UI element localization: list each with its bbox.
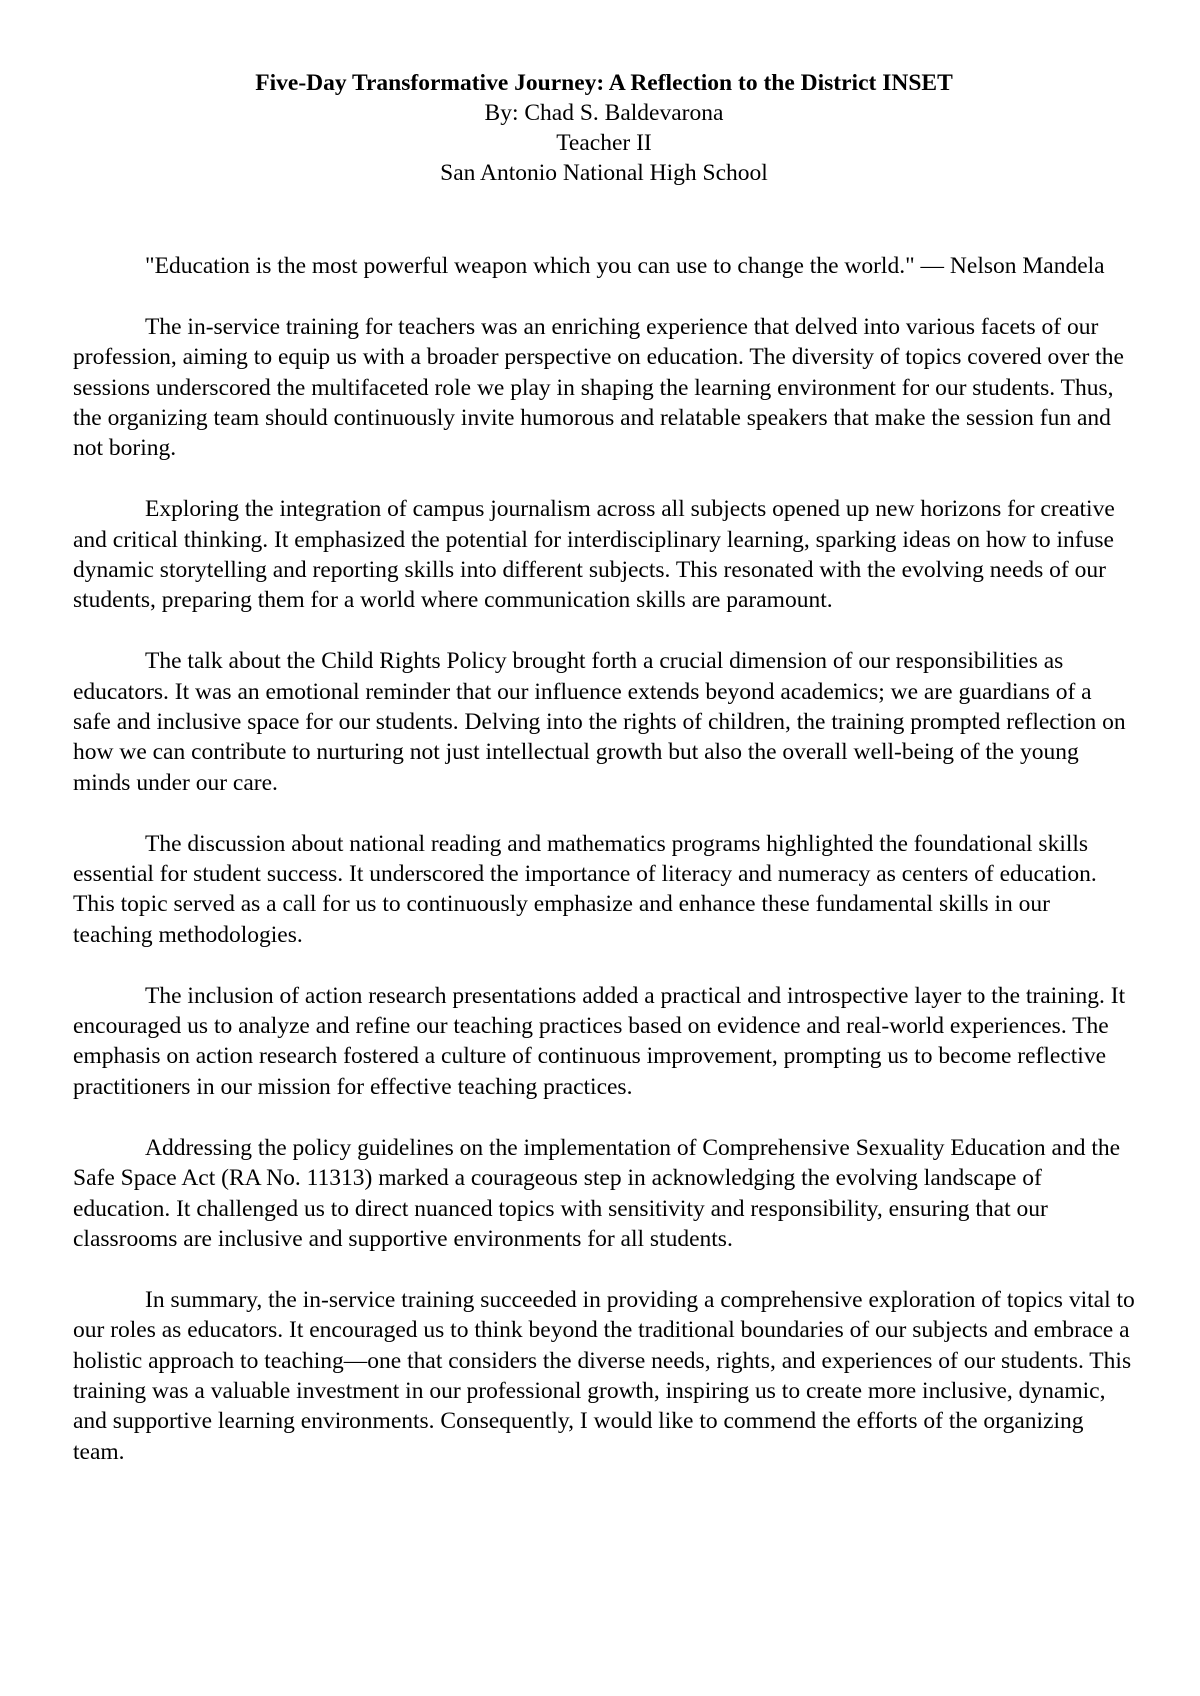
paragraph-cse-safe-space: Addressing the policy guidelines on the implementation of Comprehensive Sexuality Education and the Safe Space Act (RA No. 11313) marked a courageous step in acknowledging the evolving landscape of education. It challenged us to direct nuanced topics with sensitivity and responsibility, ensuring that our classrooms are inclusive and supportive environments for all students.: [73, 1134, 1121, 1252]
school-name: San Antonio National High School: [440, 160, 768, 186]
document-title: Five-Day Transformative Journey: A Reflection to the District INSET: [255, 70, 953, 96]
opening-quote: "Education is the most powerful weapon which you can use to change the world." — Nelson Mandela: [145, 253, 1105, 279]
paragraph-reading-math: The discussion about national reading and mathematics programs highlighted the foundational skills essential for student success. It underscored the importance of literacy and numeracy as centers of education. This topic served as a call for us to continuously emphasize and enhance these fundamental skills in our teaching methodologies.: [73, 830, 1097, 948]
author-position: Teacher II: [556, 130, 652, 156]
paragraph-campus-journalism: Exploring the integration of campus journalism across all subjects opened up new horizons for creative and critical thinking. It emphasized the potential for interdisciplinary learning, sparking ideas on how to infuse dynamic storytelling and reporting skills into different subjects. This resonated with the evolving needs of our students, preparing them for a world where communication skills are paramount.: [73, 496, 1115, 614]
header-spacer: [73, 188, 1135, 251]
paragraph-intro: The in-service training for teachers was an enriching experience that delved into various facets of our profession, aiming to equip us with a broader perspective on education. The diversity of topics covered over the sessions underscored the multifaceted role we play in shaping the learning environment for our students. Thus, the organizing team should continuously invite humorous and relatable speakers that make the session fun and not boring.: [73, 313, 1124, 462]
paragraph-summary: In summary, the in-service training succeeded in providing a comprehensive exploration of topics vital to our roles as educators. It encouraged us to think beyond the traditional boundaries of our subjects and embrace a holistic approach to teaching—one that considers the diverse needs, rights, and experiences of our students. This training was a valuable investment in our professional growth, inspiring us to create more inclusive, dynamic, and supportive learning environments. Consequently, I would like to commend the efforts of the organizing team.: [73, 1286, 1135, 1465]
document-header: [73, 68, 1135, 188]
author-line: By: Chad S. Baldevarona: [484, 100, 724, 126]
document-page: [73, 68, 1135, 1498]
paragraph-action-research: The inclusion of action research presentations added a practical and introspective layer to the training. It encouraged us to analyze and refine our teaching practices based on evidence and real-world experiences. The emphasis on action research fostered a culture of continuous improvement, prompting us to become reflective practitioners in our mission for effective teaching practices.: [73, 982, 1126, 1100]
paragraph-child-rights: The talk about the Child Rights Policy brought forth a crucial dimension of our responsibilities as educators. It was an emotional reminder that our influence extends beyond academics; we are guardians of a safe and inclusive space for our students. Delving into the rights of children, the training prompted reflection on how we can contribute to nurturing not just intellectual growth but also the overall well-being of the young minds under our care.: [73, 648, 1126, 796]
